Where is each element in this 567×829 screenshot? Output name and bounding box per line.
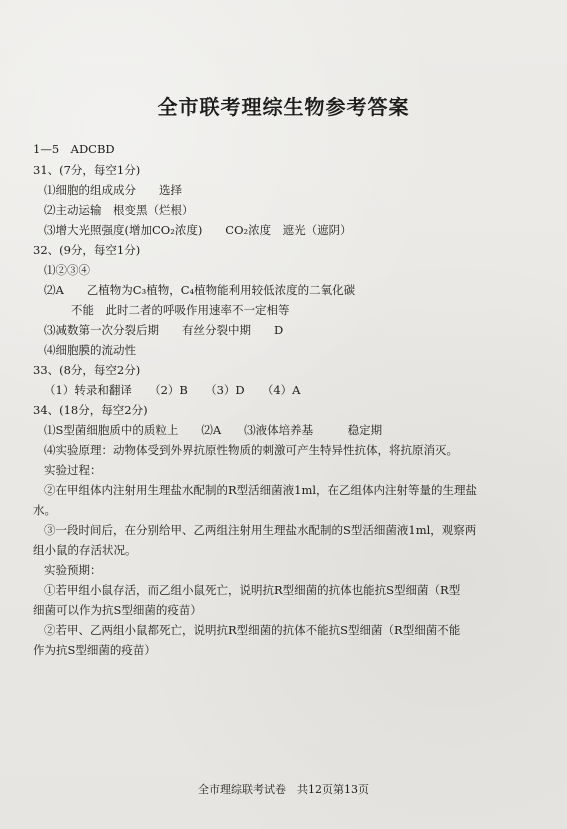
answer-line: 作为抗S型细菌的疫苗） — [33, 643, 156, 657]
answer-line: ⑴S型菌细胞质中的质粒上 ⑵A ⑶液体培养基 稳定期 — [44, 423, 383, 437]
answer-line: ⑵主动运输 根变黑（烂根） — [44, 203, 194, 217]
answer-line: ⑵A 乙植物为C₃植物，C₄植物能利用较低浓度的二氧化碳 — [44, 283, 356, 297]
section-heading: 31、(7分，每空1分) — [33, 163, 141, 177]
section-heading: 34、(18分，每空2分) — [33, 403, 148, 417]
answer-line: 水。 — [33, 503, 56, 517]
answer-line: ①若甲组小鼠存活，而乙组小鼠死亡，说明抗R型细菌的抗体也能抗S型细菌（R型 — [44, 583, 461, 597]
answer-line: ②若甲、乙两组小鼠都死亡，说明抗R型细菌的抗体不能抗S型细菌（R型细菌不能 — [44, 623, 461, 637]
answer-line: ⑷细胞膜的流动性 — [44, 343, 136, 357]
answer-line: 实验预期： — [44, 563, 102, 577]
answer-line: 组小鼠的存活状况。 — [33, 543, 137, 557]
answer-line: ⑶增大光照强度(增加CO₂浓度) CO₂浓度 遮光（遮阴） — [44, 223, 352, 237]
answer-line: 实验过程： — [44, 463, 102, 477]
page-title: 全市联考理综生物参考答案 — [157, 95, 410, 119]
answer-line: ③一段时间后，在分别给甲、乙两组注射用生理盐水配制的S型活细菌液1ml，观察两 — [44, 523, 477, 537]
answer-line: 不能 此时二者的呼吸作用速率不一定相等 — [71, 303, 290, 317]
answer-line: ⑶减数第一次分裂后期 有丝分裂中期 D — [44, 323, 284, 337]
answer-line: 细菌可以作为抗S型细菌的疫苗） — [33, 603, 202, 617]
section-heading: 33、(8分，每空2分) — [33, 363, 141, 377]
section-heading: 32、(9分，每空1分) — [33, 243, 141, 257]
answer-line: ⑴②③④ — [44, 263, 90, 277]
answer-line: 1—5 ADCBD — [33, 142, 115, 156]
answer-line: ②在甲组体内注射用生理盐水配制的R型活细菌液1ml，在乙组体内注射等量的生理盐 — [44, 483, 478, 497]
answer-line: ⑴细胞的组成成分 选择 — [44, 183, 182, 197]
page-footer: 全市理综联考试卷 共12页第13页 — [198, 783, 369, 796]
answer-line: （1）转录和翻译 （2）B （3）D （4）A — [44, 383, 301, 397]
answer-line: ⑷实验原理：动物体受到外界抗原性物质的刺激可产生特异性抗体，将抗原消灭。 — [44, 443, 458, 457]
